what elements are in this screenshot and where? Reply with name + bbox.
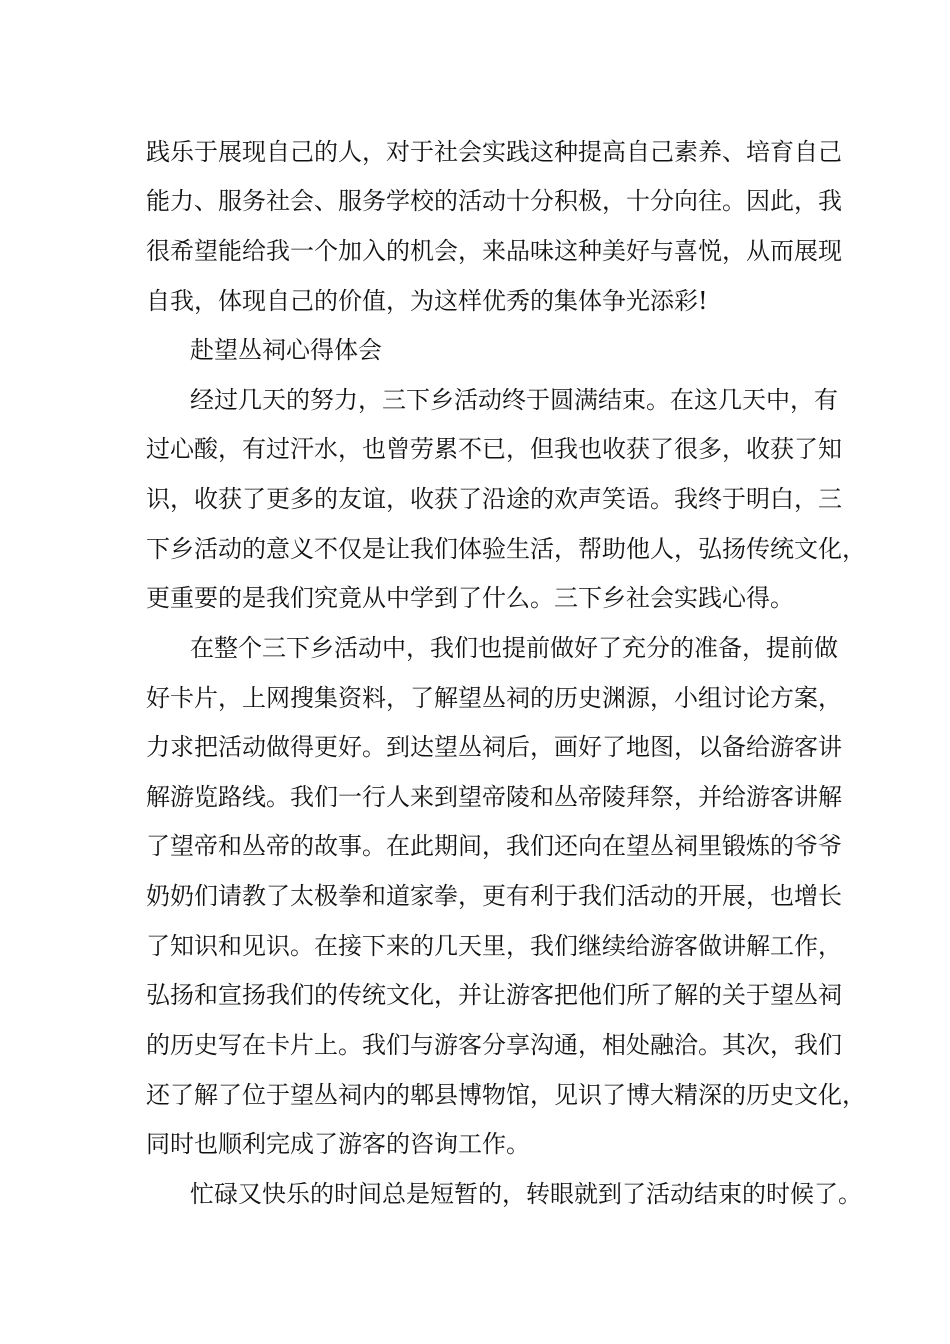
paragraph-line: 弘扬和宣扬我们的传统文化，并让游客把他们所了解的关于望丛祠 <box>146 981 842 1009</box>
paragraph-line: 解游览路线。我们一行人来到望帝陵和丛帝陵拜祭，并给游客讲解 <box>146 783 842 811</box>
paragraph-line: 忙碌又快乐的时间总是短暂的，转眼就到了活动结束的时候了。 <box>190 1180 862 1208</box>
paragraph-line: 识，收获了更多的友谊，收获了沿途的欢声笑语。我终于明白，三 <box>146 485 842 513</box>
paragraph-line: 很希望能给我一个加入的机会，来品味这种美好与喜悦，从而展现 <box>146 237 842 265</box>
paragraph-line: 了知识和见识。在接下来的几天里，我们继续给游客做讲解工作， <box>146 932 842 960</box>
paragraph-line: 更重要的是我们究竟从中学到了什么。三下乡社会实践心得。 <box>146 584 794 612</box>
paragraph-line: 了望帝和丛帝的故事。在此期间，我们还向在望丛祠里锻炼的爷爷 <box>146 832 842 860</box>
paragraph-line: 力求把活动做得更好。到达望丛祠后，画好了地图，以备给游客讲 <box>146 733 842 761</box>
paragraph-line: 奶奶们请教了太极拳和道家拳，更有利于我们活动的开展，也增长 <box>146 882 842 910</box>
paragraph-line: 自我，体现自己的价值，为这样优秀的集体争光添彩! <box>146 287 708 315</box>
paragraph-line: 好卡片，上网搜集资料，了解望丛祠的历史渊源，小组讨论方案， <box>146 684 842 712</box>
paragraph-line: 能力、服务社会、服务学校的活动十分积极，十分向往。因此，我 <box>146 187 842 215</box>
paragraph-line: 践乐于展现自己的人，对于社会实践这种提高自己素养、培育自己 <box>146 138 842 166</box>
section-heading: 赴望丛祠心得体会 <box>190 336 382 364</box>
paragraph-line: 在整个三下乡活动中，我们也提前做好了充分的准备，提前做 <box>190 634 838 662</box>
paragraph-line: 的历史写在卡片上。我们与游客分享沟通，相处融洽。其次，我们 <box>146 1031 842 1059</box>
paragraph-line: 过心酸，有过汗水，也曾劳累不已，但我也收获了很多，收获了知 <box>146 435 842 463</box>
paragraph-line: 经过几天的努力，三下乡活动终于圆满结束。在这几天中，有 <box>190 386 838 414</box>
paragraph-line: 还了解了位于望丛祠内的郫县博物馆，见识了博大精深的历史文化， <box>146 1081 866 1109</box>
paragraph-line: 同时也顺利完成了游客的咨询工作。 <box>146 1130 530 1158</box>
paragraph-line: 下乡活动的意义不仅是让我们体验生活，帮助他人，弘扬传统文化， <box>146 535 866 563</box>
